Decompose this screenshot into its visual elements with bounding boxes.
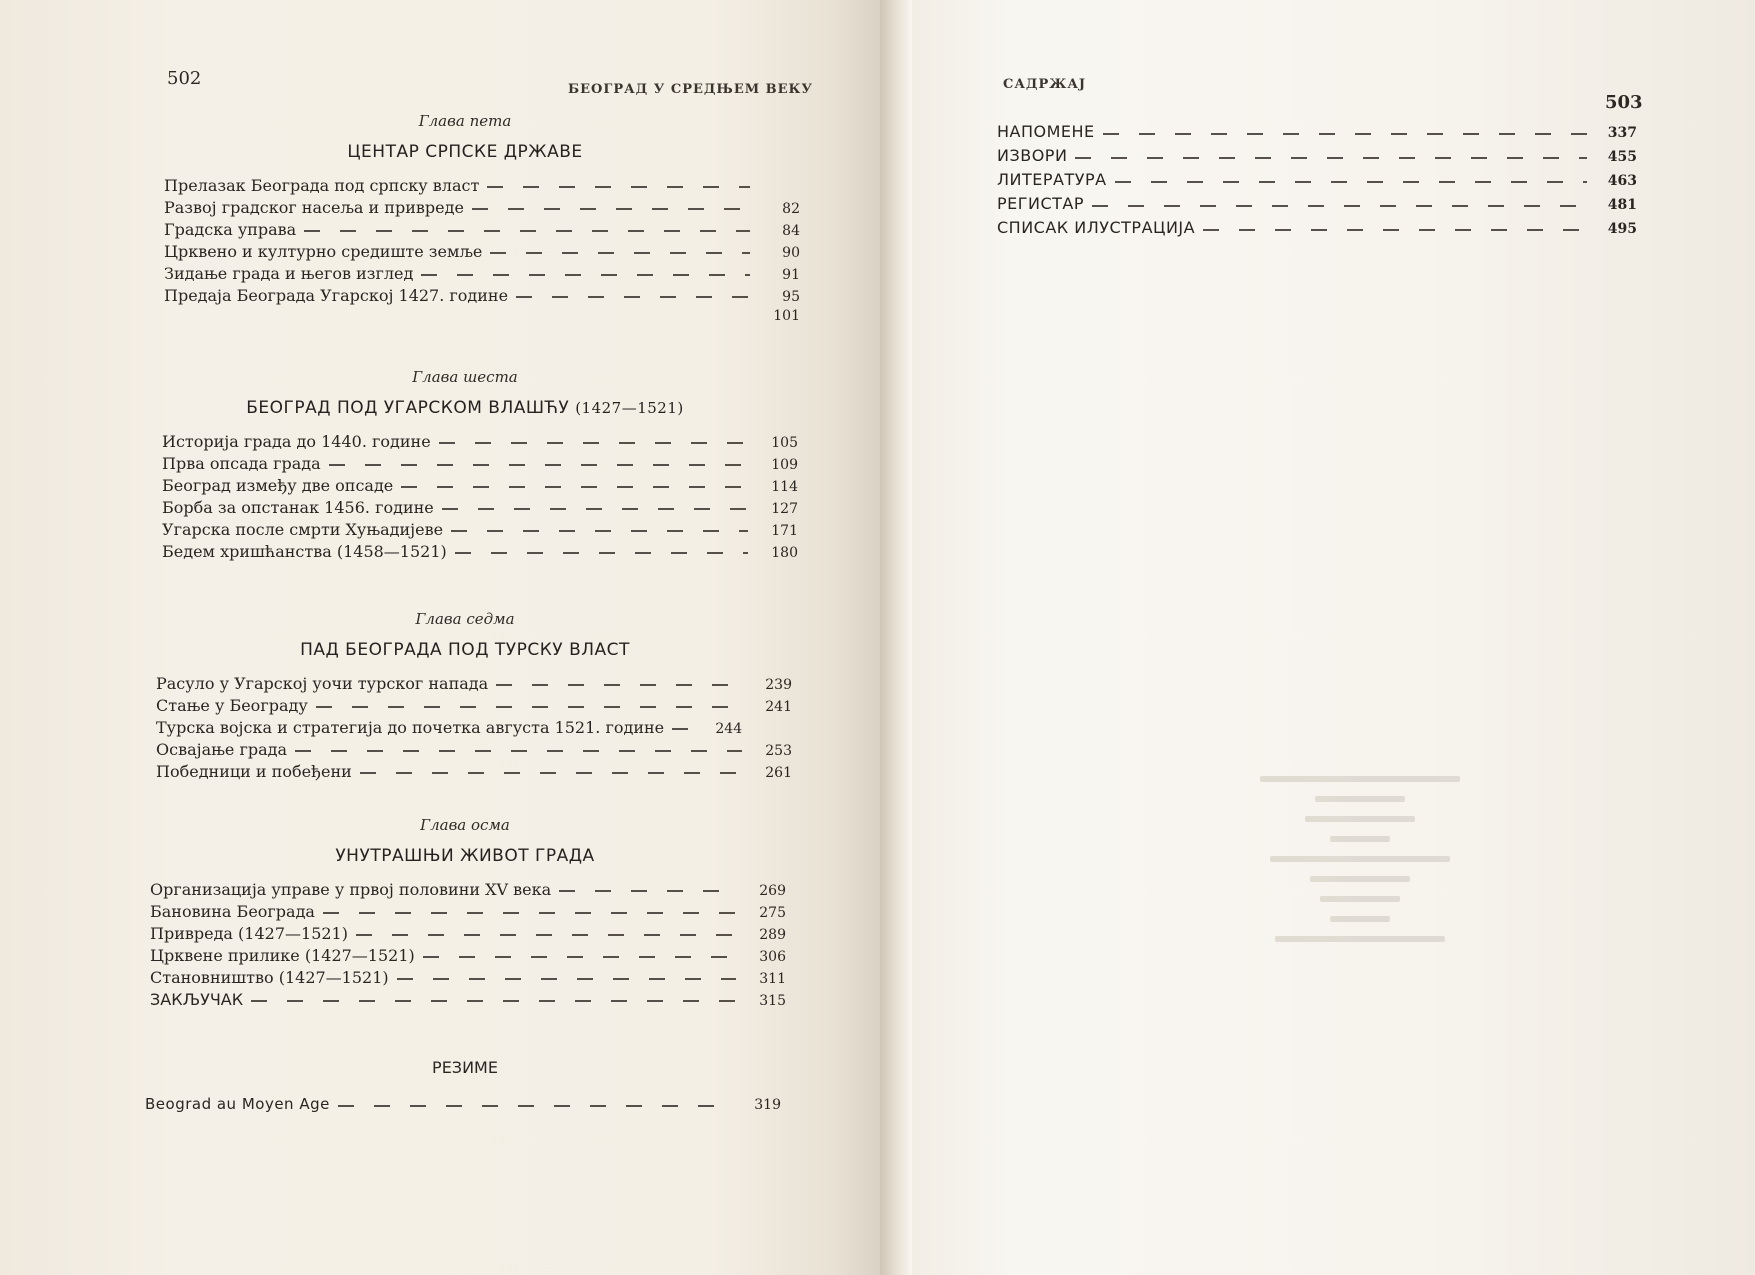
toc-entry [164, 286, 800, 308]
dot-leader [559, 890, 736, 892]
dot-leader [1092, 205, 1587, 207]
ghost-line [1320, 896, 1400, 902]
toc-entry-page: 463 [1607, 173, 1637, 189]
toc-entry-page: 114 [771, 479, 798, 495]
toc-entry-text: Бановина Београда [150, 902, 315, 921]
toc-entry [162, 520, 798, 542]
toc-entry-page: 241 [765, 699, 792, 715]
toc-entry-page: 244 [715, 721, 743, 737]
toc-entry [150, 946, 786, 968]
chapter-title [175, 398, 755, 418]
dot-leader [1075, 157, 1587, 159]
book-gutter [880, 0, 914, 1275]
toc-entry-text: Развој градског насеља и привреде [164, 198, 464, 217]
toc-entry [150, 990, 786, 1012]
toc-entry-text: СПИСАК ИЛУСТРАЦИЈА [997, 218, 1196, 237]
dot-leader [442, 508, 748, 510]
toc-entry-page: 481 [1607, 197, 1637, 213]
toc-entry-text: Предаја Београда Угарској 1427. године [164, 286, 509, 305]
dot-leader [439, 442, 748, 444]
chapter-label: Глава осма [420, 816, 510, 834]
resume-title: РЕЗИМЕ [432, 1058, 498, 1077]
toc-entry [162, 542, 798, 564]
bleed-through-text [1150, 762, 1570, 956]
left-running-head: БЕОГРАД У СРЕДЊЕМ ВЕКУ [568, 82, 813, 97]
toc-entry-text: Угарска после смрти Хуњадијеве [162, 520, 444, 539]
dot-leader [329, 464, 748, 466]
chapter-label: Глава шеста [412, 368, 518, 386]
ghost-line [1275, 936, 1445, 942]
toc-entry-text: Beograd au Moyen Age [145, 1095, 330, 1113]
toc-entry [997, 122, 1637, 146]
toc-entry [150, 924, 786, 946]
toc-entry-text: Историја града до 1440. године [162, 432, 431, 451]
toc-entry-text: Црквено и културно средиште земље [164, 242, 483, 261]
toc-entry-page: 127 [771, 501, 798, 517]
ghost-line [1315, 796, 1405, 802]
toc-entry-text: Организација управе у првој половини XV века [150, 880, 552, 899]
dot-leader [490, 252, 750, 254]
toc-entry-text: Победници и побеђени [156, 762, 352, 781]
toc-entry-page: 90 [782, 245, 800, 261]
chapter-label: Глава седма [415, 610, 515, 628]
toc-entry-text: НАПОМЕНЕ [997, 122, 1095, 141]
toc-entry [156, 740, 792, 762]
toc-entry-page: 253 [765, 743, 792, 759]
chapter-title-text: БЕОГРАД ПОД УГАРСКОМ ВЛАШЋУ [246, 398, 570, 418]
chapter-title: ЦЕНТАР СРПСКЕ ДРЖАВЕ [347, 142, 583, 162]
toc-entry-page: 91 [782, 267, 800, 283]
toc-entry-page: 455 [1607, 149, 1637, 165]
toc-entry [156, 674, 792, 696]
dot-leader [356, 934, 736, 936]
toc-entry [997, 146, 1637, 170]
chapter-title: ПАД БЕОГРАДА ПОД ТУРСКУ ВЛАСТ [300, 640, 630, 660]
toc-entry [164, 242, 800, 264]
dot-leader [316, 706, 742, 708]
toc-entry-page: 275 [759, 905, 786, 921]
toc-entry-page: 261 [765, 765, 792, 781]
toc-entry [156, 696, 792, 718]
toc-entry-page: 101 [773, 308, 800, 324]
toc-entry [145, 1095, 781, 1117]
toc-entry-text: Расуло у Угарској уочи турског напада [156, 674, 489, 693]
toc-entry-page: 495 [1607, 221, 1637, 237]
dot-leader [338, 1105, 731, 1107]
dot-leader [323, 912, 736, 914]
dot-leader [455, 552, 748, 554]
toc-entry [150, 880, 786, 902]
chapter-title: УНУТРАШЊИ ЖИВОТ ГРАДА [335, 846, 595, 866]
right-table-of-contents [997, 122, 1637, 242]
dot-leader [421, 274, 750, 276]
toc-entry-page: 82 [782, 201, 800, 217]
toc-entry-page: 239 [765, 677, 792, 693]
toc-entry-text: Зидање града и његов изглед [164, 264, 414, 283]
chapter-seven [0, 610, 888, 784]
chapter-six [0, 368, 888, 564]
dot-leader [1103, 133, 1587, 135]
toc-entry [162, 476, 798, 498]
dot-leader [487, 186, 750, 188]
dot-leader [360, 772, 742, 774]
toc-entry-text: ЗАКЉУЧАК [150, 990, 244, 1009]
toc-entry [162, 454, 798, 476]
left-page-number: 502 [167, 68, 202, 89]
dot-leader [451, 530, 748, 532]
toc-entry [164, 264, 800, 286]
dot-leader [251, 1000, 736, 1002]
toc-entry [164, 308, 800, 324]
toc-entry-page: 269 [759, 883, 786, 899]
toc-entry-page: 95 [782, 289, 800, 305]
toc-entry-text: Освајање града [156, 740, 287, 759]
dot-leader [516, 296, 750, 298]
chapter-eight [0, 816, 888, 1012]
toc-entry-text: Црквене прилике (1427—1521) [150, 946, 415, 965]
toc-entry [164, 220, 800, 242]
dot-leader [1115, 181, 1587, 183]
toc-entry [997, 194, 1637, 218]
dot-leader [672, 728, 692, 730]
resume-section [0, 1058, 888, 1117]
toc-entry [156, 718, 792, 740]
dot-leader [304, 230, 750, 232]
toc-entry-page: 306 [759, 949, 786, 965]
ghost-line [1330, 836, 1390, 842]
ghost-line [1310, 876, 1410, 882]
toc-entry-text: Стање у Београду [156, 696, 308, 715]
toc-entry-page: 171 [771, 523, 798, 539]
ghost-line [1270, 856, 1450, 862]
toc-entry [162, 432, 798, 454]
right-running-head: САДРЖАЈ [1003, 77, 1087, 92]
toc-entry-page: 289 [759, 927, 786, 943]
dot-leader [1203, 229, 1587, 231]
dot-leader [295, 750, 742, 752]
toc-entry-text: РЕГИСТАР [997, 194, 1085, 213]
toc-entry-text: Бедем хришћанства (1458—1521) [162, 542, 447, 561]
dot-leader [397, 978, 736, 980]
toc-entry-page: 105 [771, 435, 798, 451]
toc-entry-page: 315 [759, 993, 786, 1009]
toc-entry-text: Београд између две опсаде [162, 476, 394, 495]
ghost-line [1305, 816, 1415, 822]
toc-entry-page: 311 [759, 971, 786, 987]
ghost-line [1260, 776, 1460, 782]
toc-entry-text: Привреда (1427—1521) [150, 924, 348, 943]
ghost-line [1330, 916, 1390, 922]
toc-entry-page: 180 [771, 545, 798, 561]
toc-entry [164, 198, 800, 220]
toc-entry [162, 498, 798, 520]
chapter-label: Глава пета [418, 112, 512, 130]
toc-entry [997, 218, 1637, 242]
toc-entry-text: Борба за опстанак 1456. године [162, 498, 434, 517]
toc-entry-text: Становништво (1427—1521) [150, 968, 389, 987]
dot-leader [496, 684, 742, 686]
toc-entry-page: 337 [1607, 125, 1637, 141]
dot-leader [472, 208, 750, 210]
toc-entry-page: 109 [771, 457, 798, 473]
toc-entry [150, 968, 786, 990]
dot-leader [401, 486, 748, 488]
toc-entry-text: Градска управа [164, 220, 297, 239]
toc-entry-text: Прва опсада града [162, 454, 321, 473]
toc-entry [156, 762, 792, 784]
toc-entry-text: ИЗВОРИ [997, 146, 1068, 165]
toc-entry-text: Турска војска и стратегија до почетка августа 1521. године [156, 718, 665, 737]
toc-entry-page: 319 [754, 1097, 781, 1113]
chapter-title-years: (1427—1521) [575, 399, 684, 417]
right-page-number: 503 [1605, 92, 1643, 113]
toc-entry [164, 176, 800, 198]
toc-entry-text: Прелазак Београда под српску власт [164, 176, 480, 195]
toc-entry [997, 170, 1637, 194]
toc-entry [150, 902, 786, 924]
dot-leader [423, 956, 736, 958]
toc-entry-page: 84 [782, 223, 800, 239]
chapter-five [0, 112, 888, 324]
toc-entry-text: ЛИТЕРАТУРА [997, 170, 1107, 189]
